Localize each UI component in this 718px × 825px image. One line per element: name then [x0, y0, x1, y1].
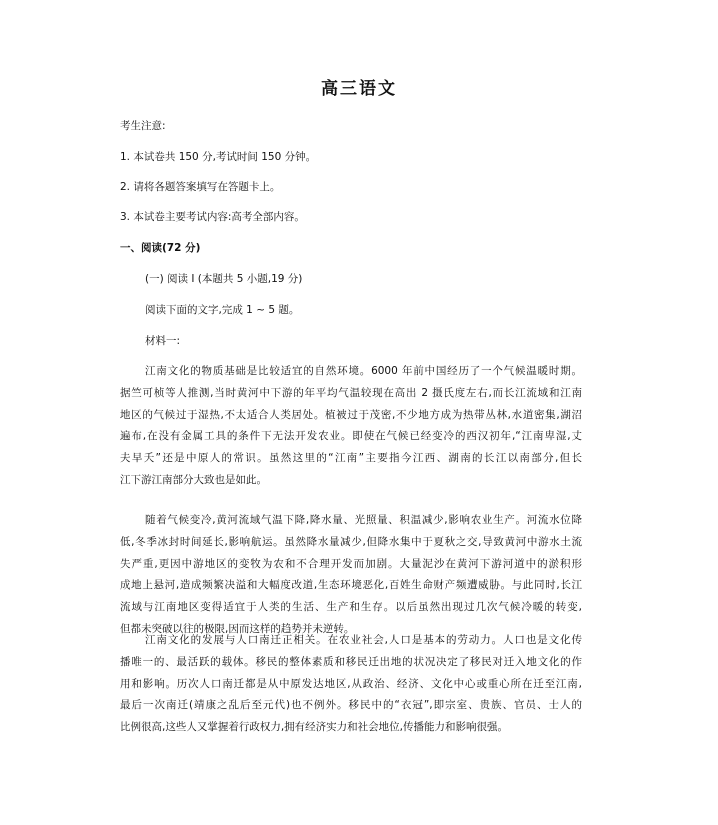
- section-heading: 一、阅读(72 分): [120, 242, 201, 254]
- subsection-heading: (一) 阅读 I (本题共 5 小题,19 分): [145, 273, 303, 285]
- paragraph-1: [120, 361, 582, 492]
- paragraph-line: 江南文化的物质基础是比较适宜的自然环境。6000 年前中国经历了一个气候温暖时期。: [145, 365, 582, 377]
- paragraph-line: 江下游江南部分大致也是如此。: [120, 473, 267, 486]
- paragraph-line: 流域与江南地区变得适宜于人类的生活、生产和生存。以后虽然出现过几次气候冷暖的转变,: [120, 601, 582, 614]
- paragraph-line: 但都未突破以往的极限,因而这样的趋势并未逆转。: [120, 622, 355, 635]
- paragraph-line: 失严重,更因中游地区的变牧为农和不合理开发而加剧。大量泥沙在黄河下游河道中的淤积形: [120, 557, 582, 570]
- notes-heading: 考生注意:: [120, 120, 166, 132]
- paragraph-line: 据竺可桢等人推测,当时黄河中下游的年平均气温较现在高出 2 摄氏度左右,而长江流域和江南: [120, 386, 582, 399]
- instruction: 阅读下面的文字,完成 1 ~ 5 题。: [145, 304, 300, 316]
- paragraph-2: [120, 510, 582, 641]
- material-label: 材料一:: [145, 335, 181, 347]
- paragraph-line: 地区的气候过于湿热,不太适合人类居处。植被过于茂密,不少地方成为热带丛林,水道密集,湖沼: [120, 408, 582, 421]
- paragraph-line: 用和影响。历次人口南迁都是从中原发达地区,从政治、经济、文化中心或重心所在迁至江南,: [120, 677, 582, 690]
- paragraph-line: 随着气候变冷,黄河流域气温下降,降水量、光照量、积温减少,影响农业生产。河流水位降: [145, 514, 582, 526]
- paragraph-line: 播唯一的、最活跃的载体。移民的整体素质和移民迁出地的状况决定了移民对迁入地文化的作: [120, 655, 582, 668]
- paragraph-line: 遍布,在没有金属工具的条件下无法开发农业。即使在气候已经变冷的西汉初年,“江南卑湿,丈: [120, 430, 582, 443]
- paragraph-3: [120, 630, 582, 739]
- note-item: 2. 请将各题答案填写在答题卡上。: [120, 181, 281, 193]
- note-item: 1. 本试卷共 150 分,考试时间 150 分钟。: [120, 151, 317, 163]
- paragraph-line: 最后一次南迁(靖康之乱后至元代)也不例外。移民中的“衣冠”,即宗室、贵族、官员、士人的: [120, 699, 582, 712]
- paragraph-line: 低,冬季冰封时间延长,影响航运。虽然降水量减少,但降水集中于夏秋之交,导致黄河中游水土流: [120, 535, 582, 548]
- paragraph-line: 比例很高,这些人又掌握着行政权力,拥有经济实力和社会地位,传播能力和影响很强。: [120, 721, 509, 734]
- paragraph-line: 成地上悬河,造成频繁决溢和大幅度改道,生态环境恶化,百姓生命财产频遭威胁。与此同时,长江: [120, 579, 582, 592]
- note-item: 3. 本试卷主要考试内容:高考全部内容。: [120, 211, 305, 223]
- paragraph-line: 夫早夭”还是中原人的常识。虽然这里的“江南”主要指今江西、湖南的长江以南部分,但长: [120, 452, 582, 465]
- paragraph-line: 江南文化的发展与人口南迁正相关。在农业社会,人口是基本的劳动力。人口也是文化传: [145, 634, 582, 646]
- document-title: 高三语文: [321, 79, 397, 99]
